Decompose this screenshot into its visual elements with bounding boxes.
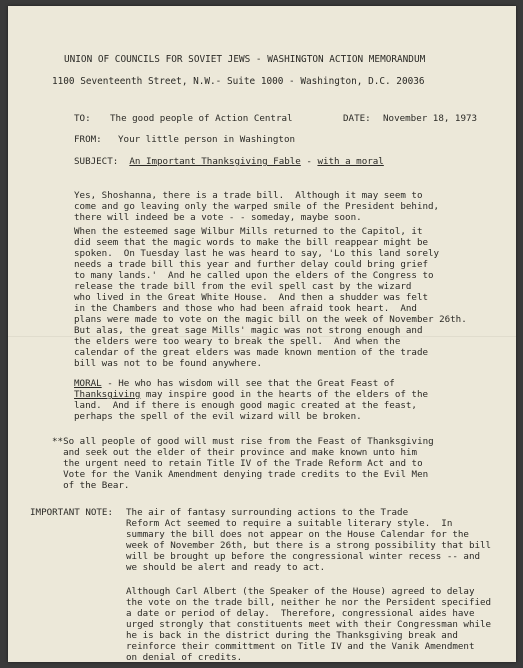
- text-line: there will indeed be a vote - - someday, maybe soon.: [74, 212, 362, 223]
- text-line: Yes, Shoshanna, there is a trade bill. Although it may seem to: [74, 190, 423, 201]
- to-label: TO:: [74, 113, 91, 124]
- text-line: the elders were too weary to break the spell. And when the: [74, 336, 401, 347]
- letterhead-address: 1100 Seventeenth Street, N.W.- Suite 1000 - Washington, D.C. 20036: [52, 76, 425, 87]
- subject-label: SUBJECT:: [74, 156, 119, 167]
- text-line: a date or period of delay. Therefore, congressional aides have: [126, 608, 475, 619]
- subject-line: SUBJECT: An Important Thanksgiving Fable - with a moral: [74, 156, 384, 167]
- text-line: spoken. On Tuesday last he was heard to say, 'Lo this land sorely: [74, 248, 440, 259]
- from-value: Your little person in Washington: [118, 134, 296, 145]
- text-line: in the Chambers and those who had been afraid took heart. And: [74, 303, 417, 314]
- text-line: But alas, the great sage Mills' magic was not strong enough and: [74, 325, 423, 336]
- text-line: land. And if there is enough good magic created at the feast,: [74, 400, 417, 411]
- text-line: the vote on the trade bill, neither he nor the Persident specified: [126, 597, 492, 608]
- text-line: of the Bear.: [52, 480, 130, 491]
- text-line: needs a trade bill this year and further delay could bring grief: [74, 259, 429, 270]
- text-line: and seek out the elder of their province and make known unto him: [52, 447, 418, 458]
- note-label: IMPORTANT NOTE:: [30, 507, 113, 518]
- text-line: will be brought up before the congressional winter recess -- and: [126, 551, 481, 562]
- text-line: week of November 26th, but there is a strong possibility that bill: [126, 540, 492, 551]
- moral-line-2: Thanksgiving may inspire good in the hearts of the elders of the: [74, 389, 429, 400]
- text-line: to many lands.' And he called upon the elders of the Congress to: [74, 270, 434, 281]
- memo-page: [8, 6, 516, 662]
- letterhead-org: UNION OF COUNCILS FOR SOVIET JEWS - WASHINGTON ACTION MEMORANDUM: [64, 54, 426, 65]
- text-line: When the esteemed sage Wilbur Mills returned to the Capitol, it: [74, 226, 423, 237]
- text-line: Reform Act seemed to require a suitable literary style. In: [126, 518, 453, 529]
- text-line: summary the bill does not appear on the House Calendar for the: [126, 529, 469, 540]
- moral-line-1: MORAL - He who has wisdom will see that the Great Feast of: [74, 378, 395, 389]
- from-label: FROM:: [74, 134, 102, 145]
- text-line: we should be alert and ready to act.: [126, 562, 326, 573]
- text-line: on denial of credits.: [126, 652, 243, 662]
- text-line: reinforce their committment on Title IV and the Vanik Amendment: [126, 641, 475, 652]
- text-line: come and go leaving only the warped smile of the President behind,: [74, 201, 440, 212]
- subject-title: An Important Thanksgiving Fable: [129, 156, 301, 167]
- text-line: urged strongly that constituents meet with their Congressman while: [126, 619, 492, 630]
- to-value: The good people of Action Central: [110, 113, 293, 124]
- text-line: did seem that the magic words to make the bill reappear might be: [74, 237, 429, 248]
- text-line: Vote for the Vanik Amendment denying trade credits to the Evil Men: [52, 469, 429, 480]
- text-line: calendar of the great elders was made known mention of the trade: [74, 347, 429, 358]
- text-line: perhaps the spell of the evil wizard will be broken.: [74, 411, 362, 422]
- text-line: **So all people of good will must rise from the Feast of Thanksgiving: [52, 436, 434, 447]
- text-line: bill was not to be found anywhere.: [74, 358, 263, 369]
- note-line-1: The air of fantasy surrounding actions to the Trade: [126, 507, 409, 518]
- text-line: he is back in the district during the Thanksgiving break and: [126, 630, 458, 641]
- moral-label: MORAL: [74, 378, 102, 389]
- date-value: November 18, 1973: [383, 113, 478, 124]
- text-line: release the trade bill from the evil spell cast by the wizard: [74, 281, 412, 292]
- text-line: Although Carl Albert (the Speaker of the House) agreed to delay: [126, 586, 475, 597]
- text-line: plans were made to vote on the magic bill on the week of November 26th.: [74, 314, 467, 325]
- date-label: DATE:: [343, 113, 371, 124]
- subject-moral: with a moral: [317, 156, 384, 167]
- text-line: who lived in the Great White House. And then a shudder was felt: [74, 292, 429, 303]
- text-line: the urgent need to retain Title IV of the Trade Reform Act and to: [52, 458, 423, 469]
